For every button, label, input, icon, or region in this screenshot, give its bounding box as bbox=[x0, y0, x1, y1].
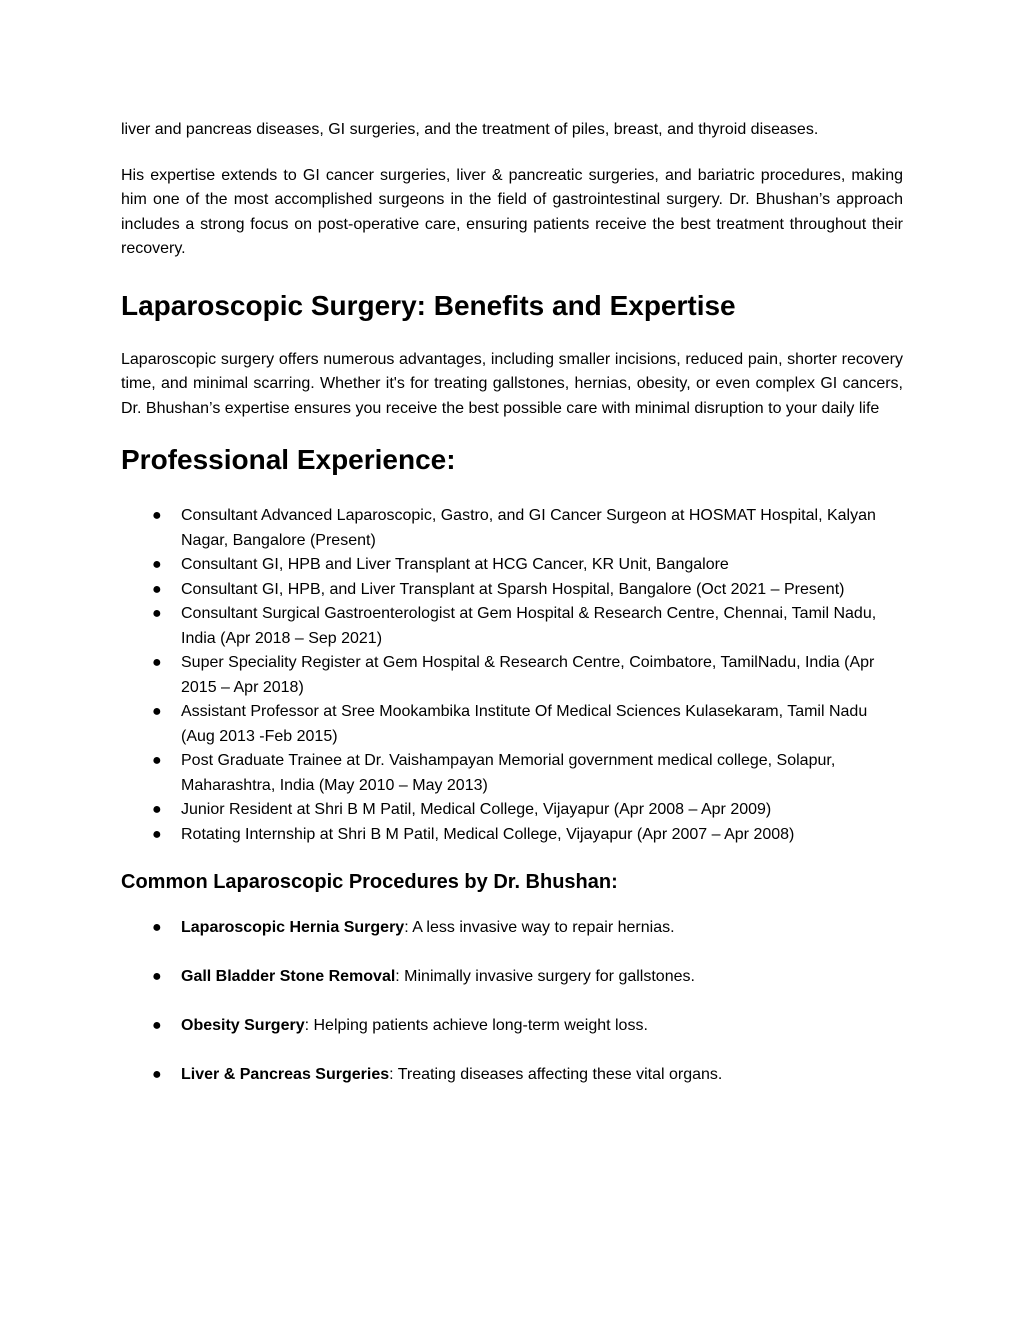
laparoscopic-heading: Laparoscopic Surgery: Benefits and Expertise bbox=[121, 289, 736, 321]
procedure-item bbox=[121, 1014, 901, 1039]
bullet-icon: ● bbox=[152, 605, 162, 622]
experience-item bbox=[121, 578, 901, 603]
procedure-title: Laparoscopic Hernia Surgery bbox=[181, 919, 405, 936]
procedure-description: : A less invasive way to repair hernias. bbox=[404, 919, 675, 936]
experience-list bbox=[121, 504, 903, 847]
experience-item-text: Junior Resident at Shri B M Patil, Medical College, Vijayapur (Apr 2008 – Apr 2009) bbox=[181, 801, 772, 818]
experience-item bbox=[121, 749, 901, 798]
bullet-icon: ● bbox=[152, 752, 162, 769]
bullet-icon: ● bbox=[152, 654, 162, 671]
procedure-item bbox=[121, 916, 901, 941]
experience-item-text: Rotating Internship at Shri B M Patil, Medical College, Vijayapur (Apr 2007 – Apr 2008) bbox=[181, 825, 795, 843]
bullet-icon: ● bbox=[152, 580, 162, 598]
experience-item-text: Consultant Advanced Laparoscopic, Gastro, and GI Cancer Surgeon at HOSMAT Hospital, Kalyan Nagar, Bangalore (Present) bbox=[181, 507, 876, 549]
intro-paragraph: liver and pancreas diseases, GI surgeries, and the treatment of piles, breast, and thyroid diseases. bbox=[121, 121, 819, 138]
experience-item-text: Super Speciality Register at Gem Hospital & Research Centre, Coimbatore, TamilNadu, India (Apr 2015 – Apr 2018) bbox=[181, 654, 875, 696]
procedure-title: Liver & Pancreas Surgeries bbox=[181, 1066, 390, 1083]
experience-heading: Professional Experience: bbox=[121, 444, 456, 475]
experience-item-text: Consultant Surgical Gastroenterologist at Gem Hospital & Research Centre, Chennai, Tamil Nadu, India (Apr 2018 – Sep 2021) bbox=[181, 605, 877, 647]
bullet-icon: ● bbox=[152, 825, 162, 843]
procedure-description: : Minimally invasive surgery for gallstones. bbox=[395, 968, 695, 985]
procedures-heading: Common Laparoscopic Procedures by Dr. Bhushan: bbox=[121, 871, 618, 893]
experience-item bbox=[121, 798, 901, 823]
procedure-item bbox=[121, 1063, 901, 1088]
procedure-item bbox=[121, 965, 901, 990]
bullet-icon: ● bbox=[152, 968, 162, 985]
procedures-list bbox=[121, 916, 903, 1088]
bullet-icon: ● bbox=[152, 1066, 162, 1083]
laparoscopic-paragraph: Laparoscopic surgery offers numerous advantages, including smaller incisions, reduced pain, shorter recovery time, and minimal scarring. Whether it's for treating gallstones, hernias, obesity, or even complex GI cancers, Dr. Bhushan’s expertise ensures you receive the best possible care with minimal disruption to your daily life bbox=[121, 350, 903, 417]
procedure-title: Obesity Surgery bbox=[181, 1017, 305, 1034]
experience-item bbox=[121, 700, 901, 749]
experience-item bbox=[121, 504, 901, 553]
procedure-description: : Helping patients achieve long-term weight loss. bbox=[304, 1017, 648, 1034]
experience-item bbox=[121, 553, 901, 578]
bullet-icon: ● bbox=[152, 507, 162, 524]
experience-item bbox=[121, 651, 901, 700]
experience-item bbox=[121, 602, 901, 651]
bullet-icon: ● bbox=[152, 703, 162, 720]
bullet-icon: ● bbox=[152, 919, 162, 936]
experience-item-text: Post Graduate Trainee at Dr. Vaishampayan Memorial government medical college, Solapur, Maharashtra, India (May 2010 – May 2013) bbox=[181, 752, 836, 794]
document-page bbox=[121, 118, 903, 1088]
experience-item-text: Consultant GI, HPB and Liver Transplant at HCG Cancer, KR Unit, Bangalore bbox=[181, 556, 729, 573]
intro-paragraph: His expertise extends to GI cancer surgeries, liver & pancreatic surgeries, and bariatric procedures, making him one of the most accomplished surgeons in the field of gastrointestinal surgery. Dr. Bhushan’s approach includes a strong focus on post-operative care, ensuring patients receive the best treatment throughout their recovery. bbox=[121, 166, 903, 257]
experience-item-text: Consultant GI, HPB, and Liver Transplant at Sparsh Hospital, Bangalore (Oct 2021 – Present) bbox=[181, 580, 845, 598]
bullet-icon: ● bbox=[152, 556, 162, 573]
bullet-icon: ● bbox=[152, 801, 162, 818]
experience-item bbox=[121, 823, 901, 848]
bullet-icon: ● bbox=[152, 1017, 162, 1034]
procedure-title: Gall Bladder Stone Removal bbox=[181, 968, 396, 985]
experience-item-text: Assistant Professor at Sree Mookambika Institute Of Medical Sciences Kulasekaram, Tamil Nadu (Aug 2013 -Feb 2015) bbox=[181, 703, 868, 745]
procedure-description: : Treating diseases affecting these vital organs. bbox=[389, 1066, 723, 1083]
